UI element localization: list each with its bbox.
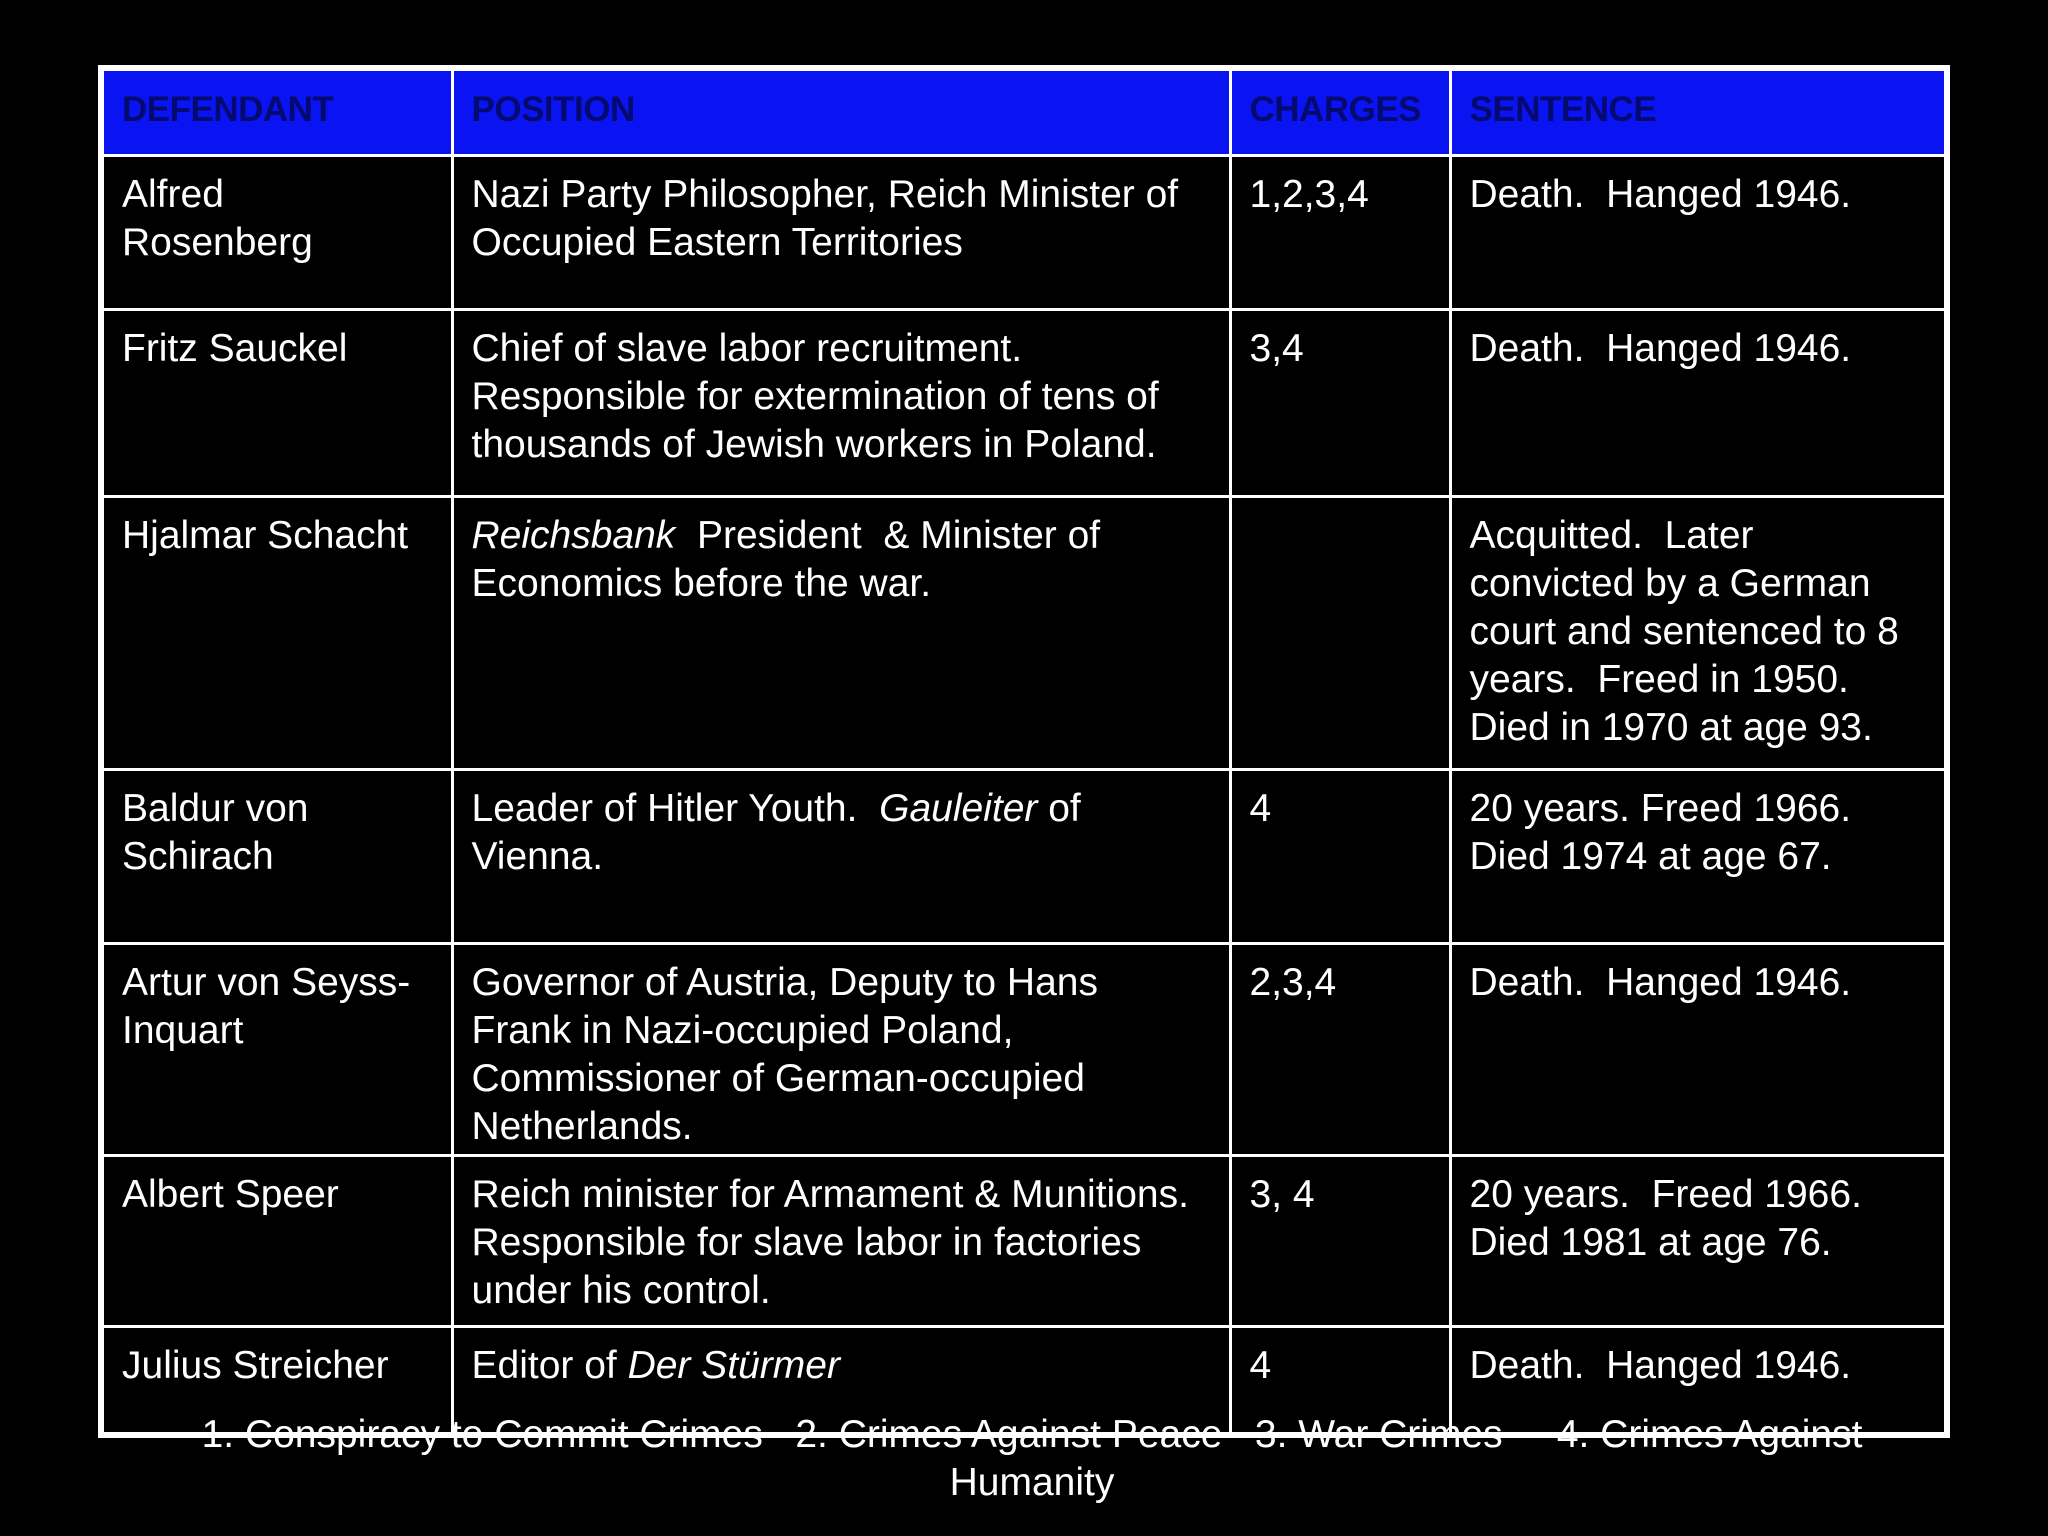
cell-sentence <box>1450 1155 1944 1326</box>
cell-position <box>452 1155 1230 1326</box>
sentence-line: Death. Hanged 1946. <box>1469 960 1852 1004</box>
defendant-name-line: Inquart <box>122 1008 244 1052</box>
header-defendant: DEFENDANT <box>104 71 452 155</box>
cell-defendant <box>104 309 452 496</box>
header-charges: CHARGES <box>1230 71 1450 155</box>
cell-position <box>452 769 1230 943</box>
cell-defendant <box>104 496 452 769</box>
position-text: Commissioner of German-occupied <box>471 1056 1085 1100</box>
cell-charges: 1,2,3,4 <box>1230 155 1450 309</box>
table-body <box>104 155 1944 1438</box>
defendant-name-line: Schirach <box>122 834 274 878</box>
position-text: Economics before the war. <box>471 561 932 605</box>
cell-defendant <box>104 769 452 943</box>
cell-charges: 4 <box>1230 1326 1450 1438</box>
cell-defendant <box>104 943 452 1155</box>
defendant-name-line: Hjalmar Schacht <box>122 513 409 557</box>
sentence-line: Died in 1970 at age 93. <box>1469 705 1873 749</box>
cell-position <box>452 496 1230 769</box>
table-row <box>104 496 1944 769</box>
position-text: Reich minister for Armament & Munitions. <box>471 1172 1189 1216</box>
position-text: of <box>1037 786 1081 830</box>
cell-charges <box>1230 496 1450 769</box>
position-text: Leader of Hitler Youth. <box>471 786 880 830</box>
sentence-line: 20 years. Freed 1966. <box>1469 1172 1862 1216</box>
position-text: Responsible for slave labor in factories <box>471 1220 1142 1264</box>
defendants-table <box>104 71 1944 1438</box>
position-text: Frank in Nazi-occupied Poland, <box>471 1008 1014 1052</box>
sentence-line: Death. Hanged 1946. <box>1469 172 1852 216</box>
cell-charges: 3,4 <box>1230 309 1450 496</box>
cell-sentence <box>1450 769 1944 943</box>
position-text: Vienna. <box>471 834 604 878</box>
table-row <box>104 769 1944 943</box>
defendant-name-line: Baldur von <box>122 786 309 830</box>
table-row <box>104 943 1944 1155</box>
cell-sentence <box>1450 155 1944 309</box>
sentence-line: Died 1974 at age 67. <box>1469 834 1832 878</box>
position-text: President & Minister of <box>675 513 1101 557</box>
table-row <box>104 309 1944 496</box>
header-sentence: SENTENCE <box>1450 71 1944 155</box>
position-text: under his control. <box>471 1268 771 1312</box>
cell-sentence <box>1450 943 1944 1155</box>
position-text: Editor of <box>471 1343 628 1387</box>
sentence-line: 20 years. Freed 1966. <box>1469 786 1852 830</box>
sentence-line: years. Freed in 1950. <box>1469 657 1849 701</box>
position-text: Occupied Eastern Territories <box>471 220 963 264</box>
cell-position <box>452 309 1230 496</box>
cell-charges: 3, 4 <box>1230 1155 1450 1326</box>
sentence-line: Died 1981 at age 76. <box>1469 1220 1832 1264</box>
defendant-name-line: Alfred <box>122 172 224 216</box>
table-row <box>104 155 1944 309</box>
position-text: Netherlands. <box>471 1104 693 1148</box>
sentence-line: court and sentenced to 8 <box>1469 609 1899 653</box>
cell-charges: 2,3,4 <box>1230 943 1450 1155</box>
defendant-name-line: Julius Streicher <box>122 1343 389 1387</box>
sentence-line: Death. Hanged 1946. <box>1469 1343 1852 1387</box>
table-row <box>104 1155 1944 1326</box>
header-position: POSITION <box>452 71 1230 155</box>
sentence-line: Death. Hanged 1946. <box>1469 326 1852 370</box>
position-italic-term: Reichsbank <box>471 513 676 557</box>
cell-position <box>452 943 1230 1155</box>
cell-sentence <box>1450 496 1944 769</box>
defendants-table-frame <box>98 65 1950 1438</box>
cell-defendant <box>104 1155 452 1326</box>
position-text: Governor of Austria, Deputy to Hans <box>471 960 1098 1004</box>
footnote-line-1: 1. Conspiracy to Commit Crimes 2. Crimes Against Peace 3. War Crimes 4. Crimes Against <box>201 1413 1863 1456</box>
cell-charges: 4 <box>1230 769 1450 943</box>
defendant-name-line: Albert Speer <box>122 1172 339 1216</box>
defendant-name-line: Rosenberg <box>122 220 313 264</box>
position-italic-term: Gauleiter <box>879 786 1038 830</box>
footnote-line-2: Humanity <box>949 1461 1115 1504</box>
cell-sentence <box>1450 309 1944 496</box>
position-text: Chief of slave labor recruitment. <box>471 326 1023 370</box>
position-text: Responsible for extermination of tens of <box>471 374 1159 418</box>
table-header-row <box>104 71 1944 155</box>
charges-legend-footnote <box>170 1411 1894 1507</box>
sentence-line: convicted by a German <box>1469 561 1871 605</box>
position-text: thousands of Jewish workers in Poland. <box>471 422 1157 466</box>
defendant-name-line: Artur von Seyss- <box>122 960 411 1004</box>
cell-defendant <box>104 155 452 309</box>
position-text: Nazi Party Philosopher, Reich Minister of <box>471 172 1179 216</box>
defendant-name-line: Fritz Sauckel <box>122 326 348 370</box>
cell-position <box>452 155 1230 309</box>
sentence-line: Acquitted. Later <box>1469 513 1754 557</box>
position-italic-term: Der Stürmer <box>627 1343 840 1387</box>
